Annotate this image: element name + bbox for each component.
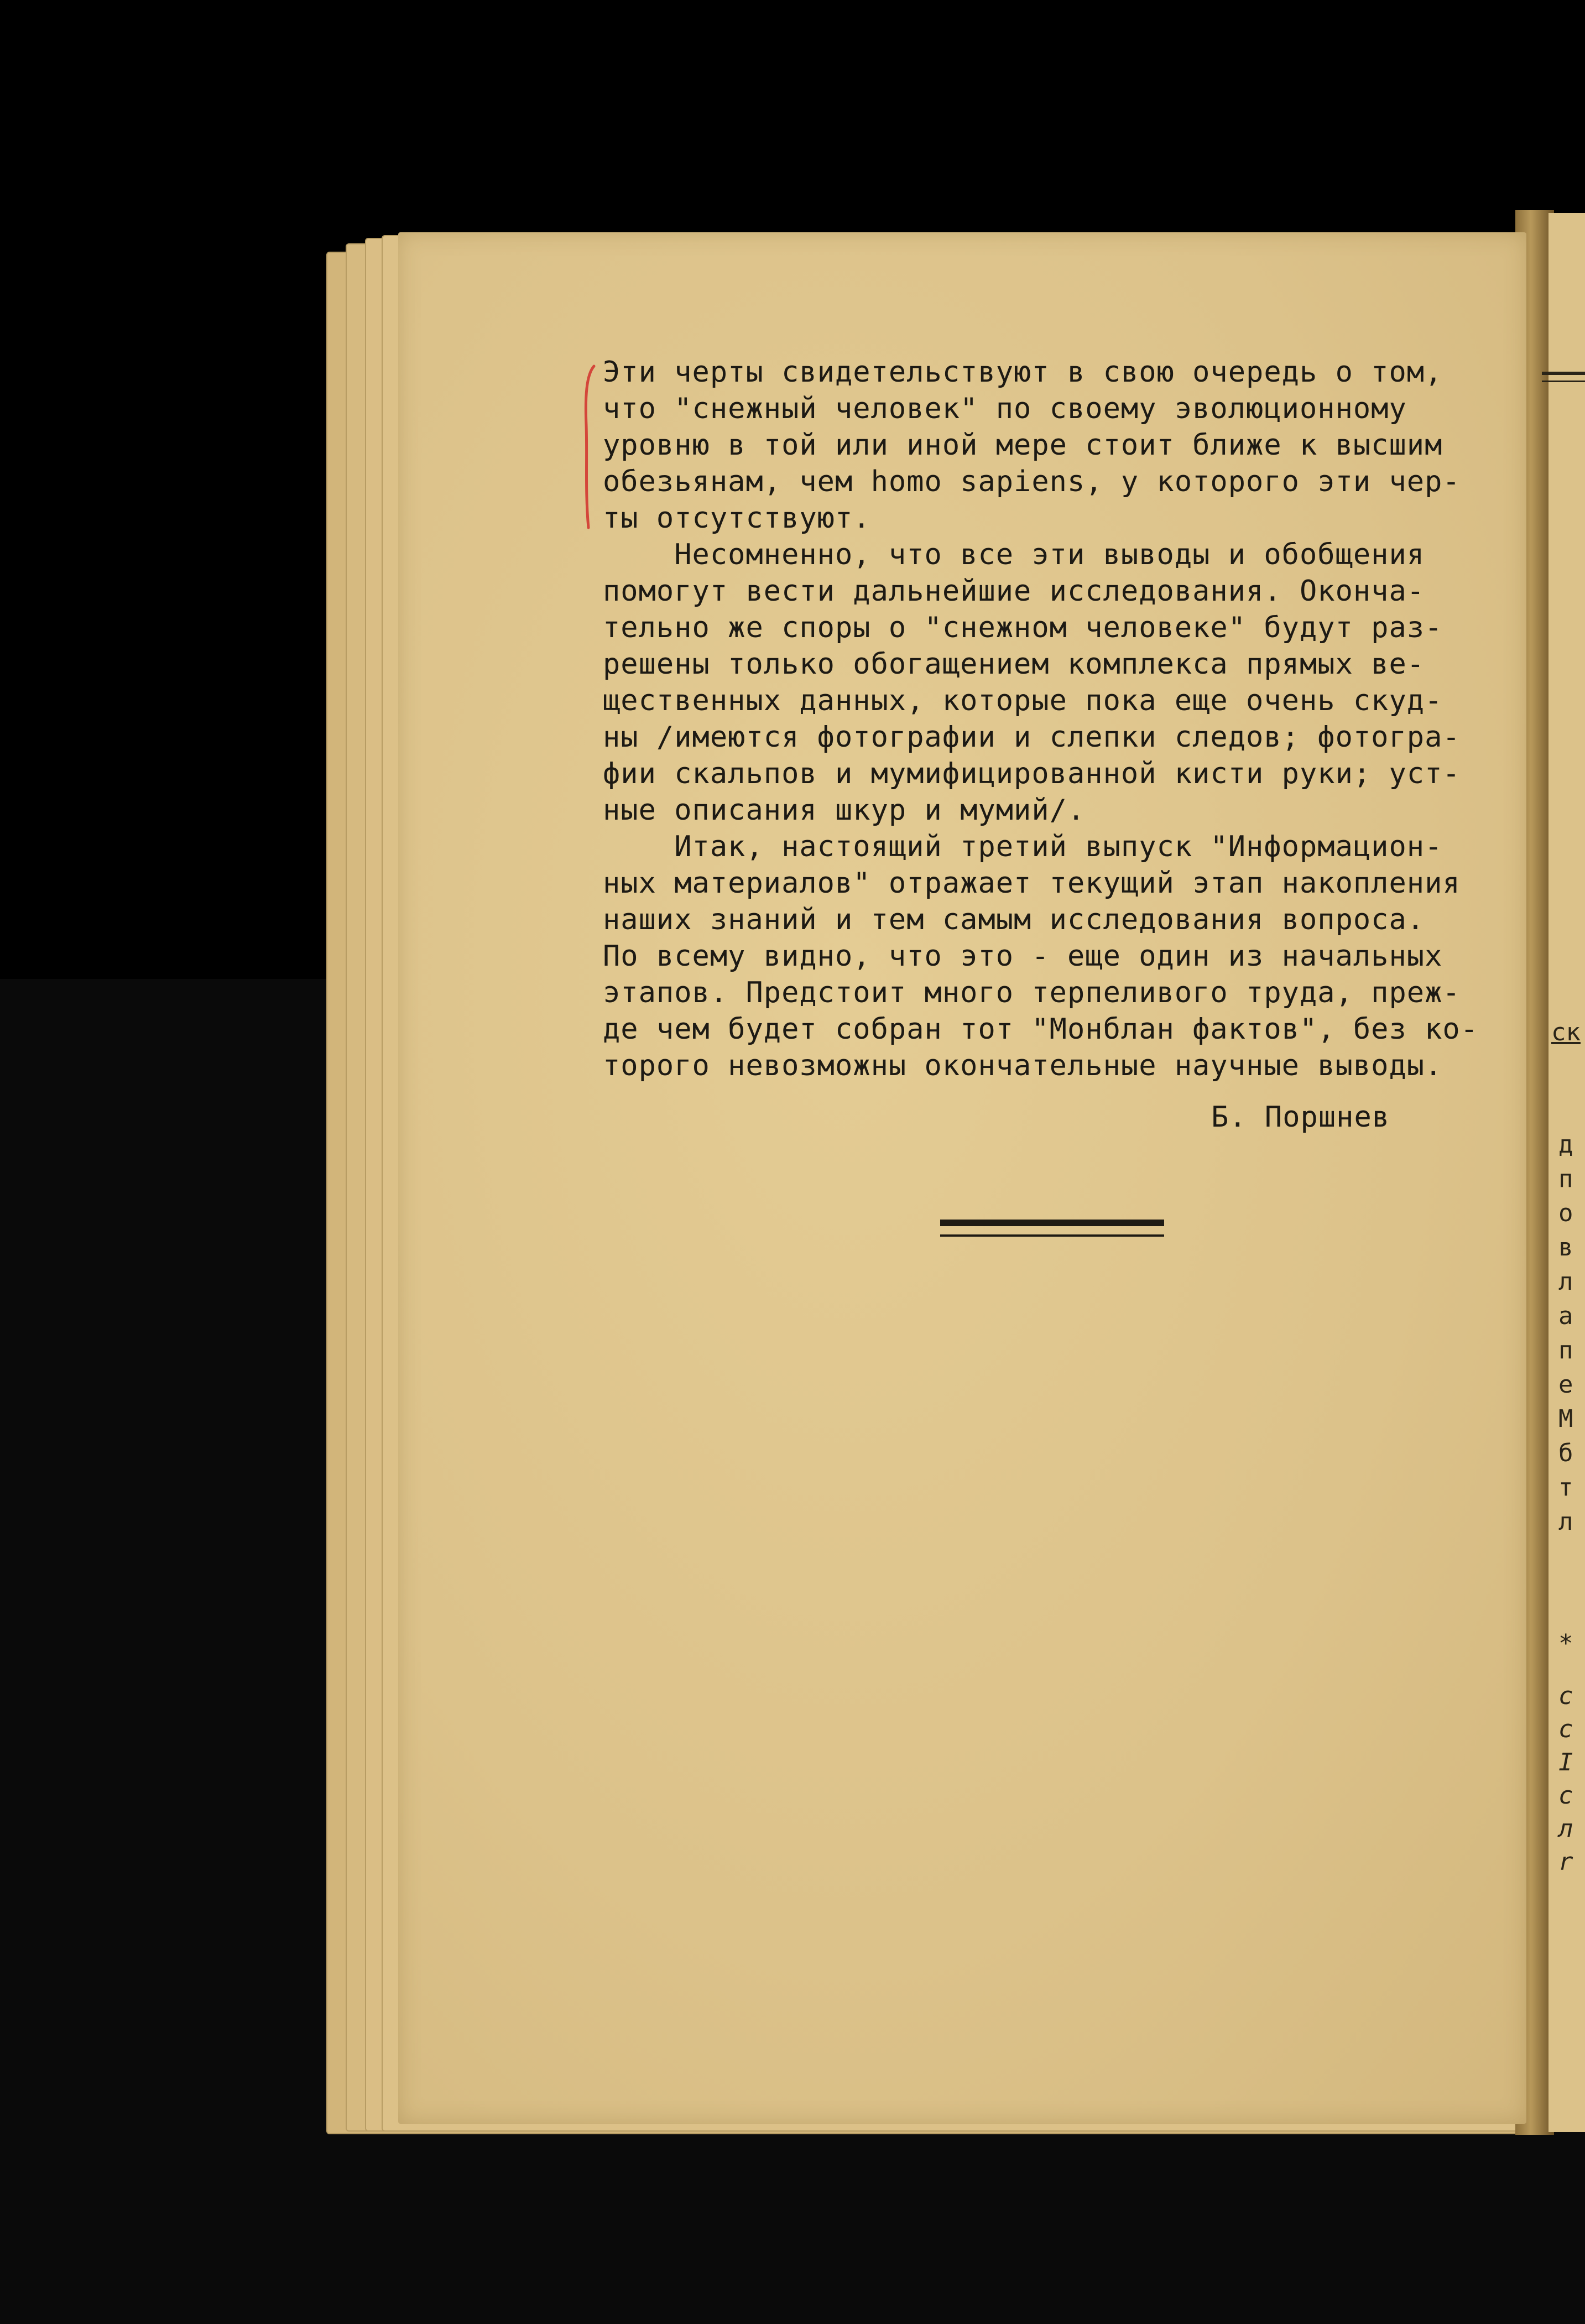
next-page-fragment: л: [1558, 1508, 1573, 1536]
next-page-fragment: в: [1558, 1233, 1573, 1262]
text-line: этапов. Предстоит много терпеливого труда, преж-: [603, 976, 1461, 1009]
next-page-fragment: т: [1558, 1473, 1573, 1502]
body-text: [603, 354, 1515, 1084]
text-line: решены только обогащением комплекса прямых ве-: [603, 648, 1425, 681]
next-page-fragment: б: [1558, 1439, 1573, 1467]
text-line: тельно же споры о "снежном человеке" будут раз-: [603, 611, 1443, 644]
next-page-fragment: с: [1558, 1781, 1573, 1810]
text-line: ны /имеются фотографии и слепки следов; фотогра-: [603, 721, 1461, 754]
text-line: наших знаний и тем самым исследования вопроса.: [603, 903, 1425, 936]
text-line: торого невозможны окончательные научные выводы.: [603, 1049, 1443, 1082]
next-page-fragment: с: [1558, 1715, 1573, 1743]
closing-divider: [940, 1220, 1164, 1226]
next-page-fragment: r: [1558, 1848, 1573, 1876]
next-page-fragment: М: [1558, 1405, 1573, 1433]
text-line: ных материалов" отражает текущий этап накопления: [603, 867, 1461, 900]
next-page-fragment: а: [1558, 1302, 1573, 1330]
next-page-fragment: п: [1558, 1336, 1573, 1364]
text-line: де чем будет собран тот "Монблан фактов", без ко-: [603, 1013, 1479, 1046]
text-line: помогут вести дальнейшие исследования. Оконча-: [603, 575, 1425, 608]
text-line: ные описания шкур и мумий/.: [603, 794, 1086, 827]
text-line: щественных данных, которые пока еще очень скуд-: [603, 684, 1443, 717]
next-page-fragment: о: [1558, 1199, 1573, 1227]
next-page-fragment: д: [1558, 1130, 1573, 1159]
next-page-rule: [1542, 372, 1585, 375]
text-line: По всему видно, что это - еще один из начальных: [603, 940, 1443, 973]
author-signature: Б. Поршнев: [1211, 1101, 1390, 1134]
text-line: Итак, настоящий третий выпуск "Информацион-: [603, 830, 1443, 863]
text-line: обезьянам, чем homo sapiens, у которого эти чер-: [603, 465, 1461, 498]
text-line: что "снежный человек" по своему эволюционному: [603, 392, 1407, 425]
text-line: ты отсутствуют.: [603, 502, 871, 535]
next-page-fragment: *: [1558, 1629, 1573, 1658]
next-page-fragment: с: [1558, 1682, 1573, 1710]
text-line: фии скальпов и мумифицированной кисти руки; уст-: [603, 757, 1461, 790]
next-page-fragment: п: [1558, 1165, 1573, 1193]
next-page-rule: [1542, 381, 1585, 382]
next-page-fragment: л: [1558, 1268, 1573, 1296]
red-pencil-mark-icon: [582, 364, 598, 530]
text-line: уровню в той или иной мере стоит ближе к высшим: [603, 429, 1443, 462]
text-line: Несомненно, что все эти выводы и обобщения: [603, 538, 1425, 571]
next-page-fragment: л: [1558, 1815, 1573, 1843]
text-line: Эти черты свидетельствуют в свою очередь о том,: [603, 356, 1443, 389]
next-page-fragment: е: [1558, 1371, 1573, 1399]
closing-divider-thin: [940, 1234, 1164, 1237]
next-page-fragment: ск: [1551, 1018, 1581, 1046]
next-page-fragment: I: [1558, 1748, 1573, 1776]
